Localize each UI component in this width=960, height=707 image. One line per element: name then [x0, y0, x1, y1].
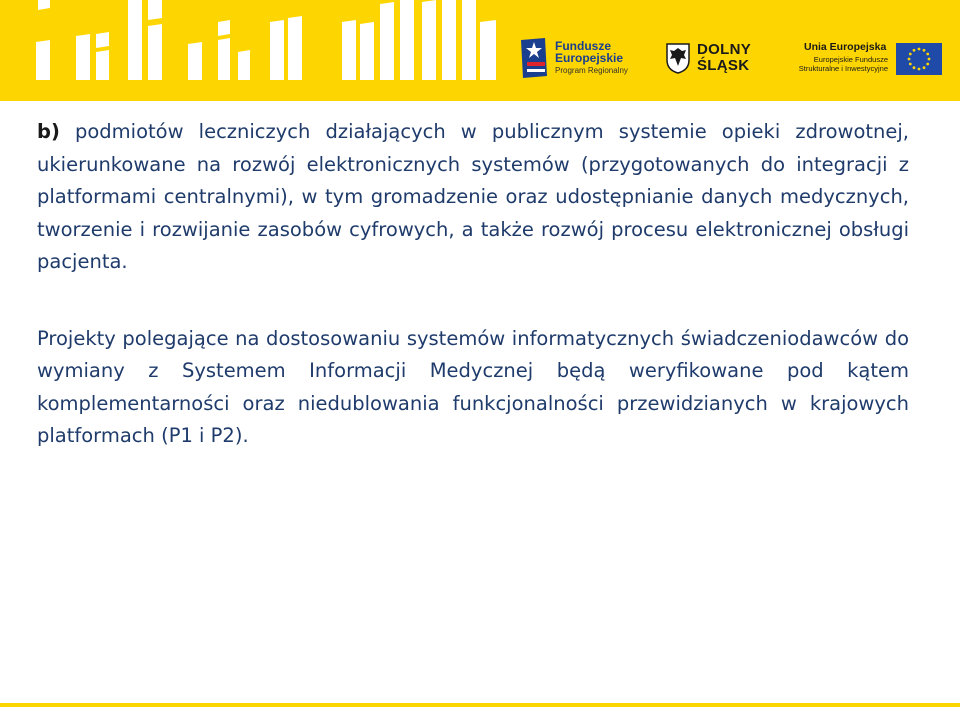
ds-line2: ŚLĄSK: [697, 57, 750, 74]
eagle-crest-icon: [665, 42, 691, 74]
dolny-slask-logo: [665, 42, 775, 76]
fe-line3: Program Regionalny: [555, 66, 628, 75]
fundusze-europejskie-logo: [521, 36, 641, 80]
decorative-pattern: [30, 0, 500, 101]
ds-line1: DOLNY: [697, 41, 751, 58]
eu-flag-icon: [896, 43, 942, 75]
fe-line1: Fundusze: [555, 39, 611, 53]
footer-stripe: [0, 703, 960, 707]
ue-line3: Strukturalne i Inwestycyjne: [798, 64, 888, 73]
ue-line2: Europejskie Fundusze: [813, 55, 888, 64]
fe-star-icon: [521, 36, 551, 78]
paragraph-b: [37, 116, 909, 279]
header-band: [0, 0, 960, 101]
ue-line1: Unia Europejska: [804, 41, 887, 53]
fe-line2: Europejskie: [555, 51, 624, 65]
unia-europejska-logo: [796, 42, 946, 78]
paragraph-b-text: podmiotów leczniczych działających w publicznym systemie opieki zdrowotnej, ukierunkowane na rozwój elektronicznych systemów (przygotowanych do integracji z platformami centralnymi), w tym gromadzenie oraz udostępnianie danych medycznych, tworzenie i rozwijanie zasobów cyfrowych, a także rozwój procesu elektronicznej obsługi pacjenta.: [37, 120, 909, 273]
paragraph-projects: Projekty polegające na dostosowaniu systemów informatycznych świadczeniodawców do wymiany z Systemem Informacji Medycznej będą weryfikowane pod kątem komplementarności oraz niedublowania funkcjonalności przewidzianych w krajowych platformach (P1 i P2).: [37, 326, 909, 447]
list-marker: b): [37, 120, 60, 143]
slide-body: [37, 116, 909, 453]
